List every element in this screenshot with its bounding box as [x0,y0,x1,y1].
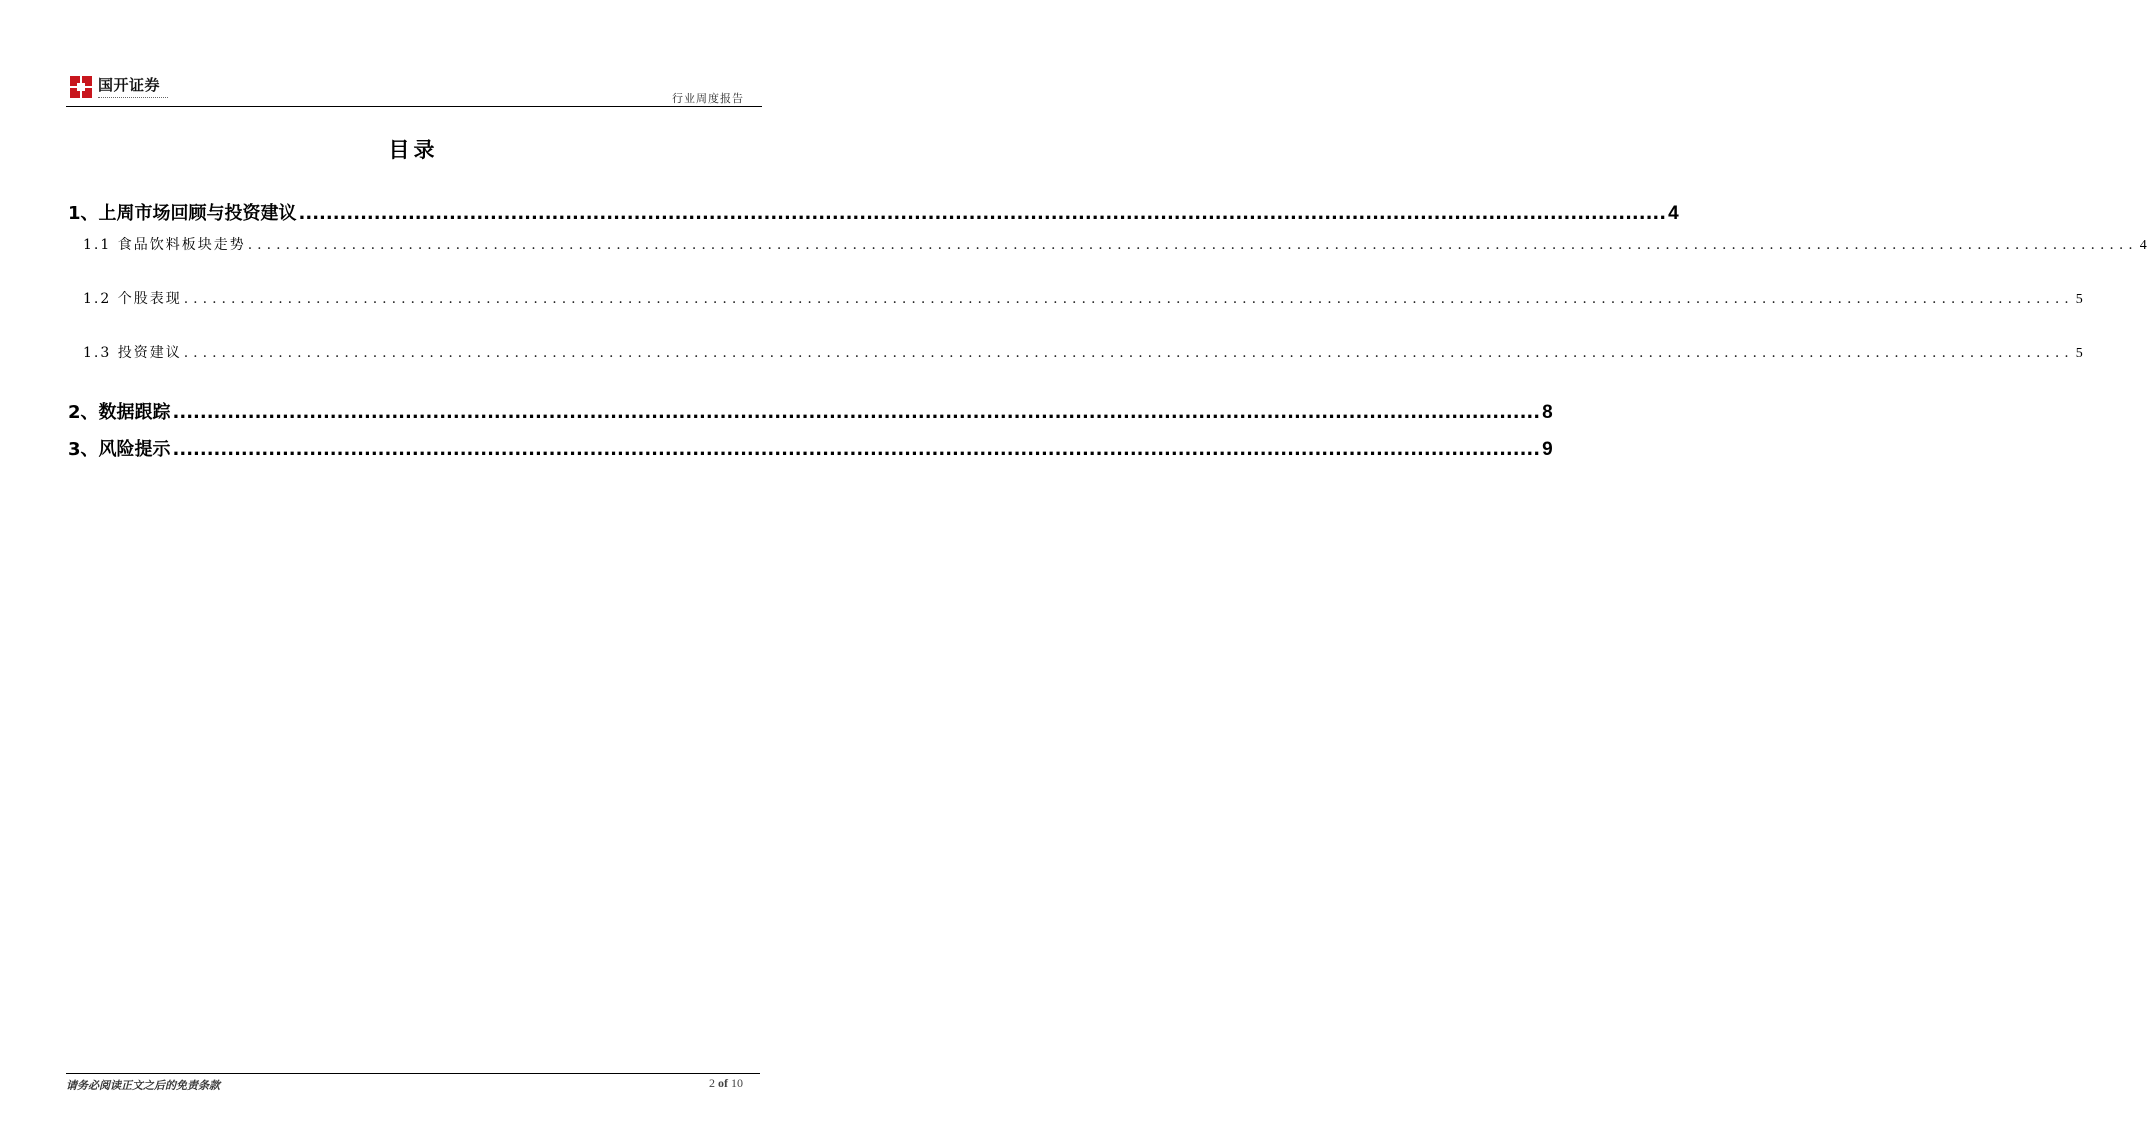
page-current: 2 [709,1076,715,1090]
toc-dot-leader: ........................................................................................................................................................................................................ [183,291,2074,307]
toc-entry-page: 5 [2075,346,2083,361]
toc-entry-3[interactable] [68,435,1553,460]
toc-dot-leader: ........................................................................................................................................................................................................ [183,345,2074,361]
toc-entry-label: 1.1 食品饮料板块走势 [83,237,246,253]
page-of: of [718,1076,728,1090]
toc-entry-page: 5 [2075,292,2083,307]
toc-entry-label: 1.3 投资建议 [83,345,182,361]
logo-name: 国开证券 [98,76,161,94]
toc-entry-page: 9 [1542,439,1553,460]
toc-entry-label: 1、上周市场回顾与投资建议 [68,203,297,224]
logo-subtitle-line [98,97,168,100]
disclaimer-note: 请务必阅读正文之后的免责条款 [66,1079,220,1092]
toc-entry-label: 1.2 个股表现 [83,291,182,307]
toc-entry-1-1[interactable] [83,234,2147,254]
page-header [66,72,762,108]
toc-entry-page: 8 [1542,402,1553,423]
page-total: 10 [731,1076,743,1090]
toc-entry-page: 4 [1668,203,1679,224]
toc-dot-leader: ........................................................................................................................................................................................................ [247,237,2138,253]
toc-entry-label: 2、数据跟踪 [68,402,171,423]
header-divider [66,106,762,107]
toc-dot-leader: ........................................................................................................................................................................................................ [172,439,1541,460]
toc-entry-1-3[interactable] [83,342,2083,362]
toc-entry-1-2[interactable] [83,288,2083,308]
logo-mark-icon [70,76,92,98]
toc-dot-leader: ........................................................................................................................................................................................................ [172,402,1541,423]
toc-entry-1[interactable] [68,199,1679,224]
page-indicator [709,1076,743,1091]
company-logo [70,76,168,104]
toc-entry-label: 3、风险提示 [68,439,171,460]
toc-entry-page: 4 [2139,238,2147,253]
footer-divider [66,1073,760,1074]
report-type: 行业周度报告 [672,92,744,105]
toc-dot-leader: ........................................................................................................................................................................................................ [298,203,1667,224]
toc-title: 目录 [388,138,439,162]
toc-entry-2[interactable] [68,398,1553,423]
